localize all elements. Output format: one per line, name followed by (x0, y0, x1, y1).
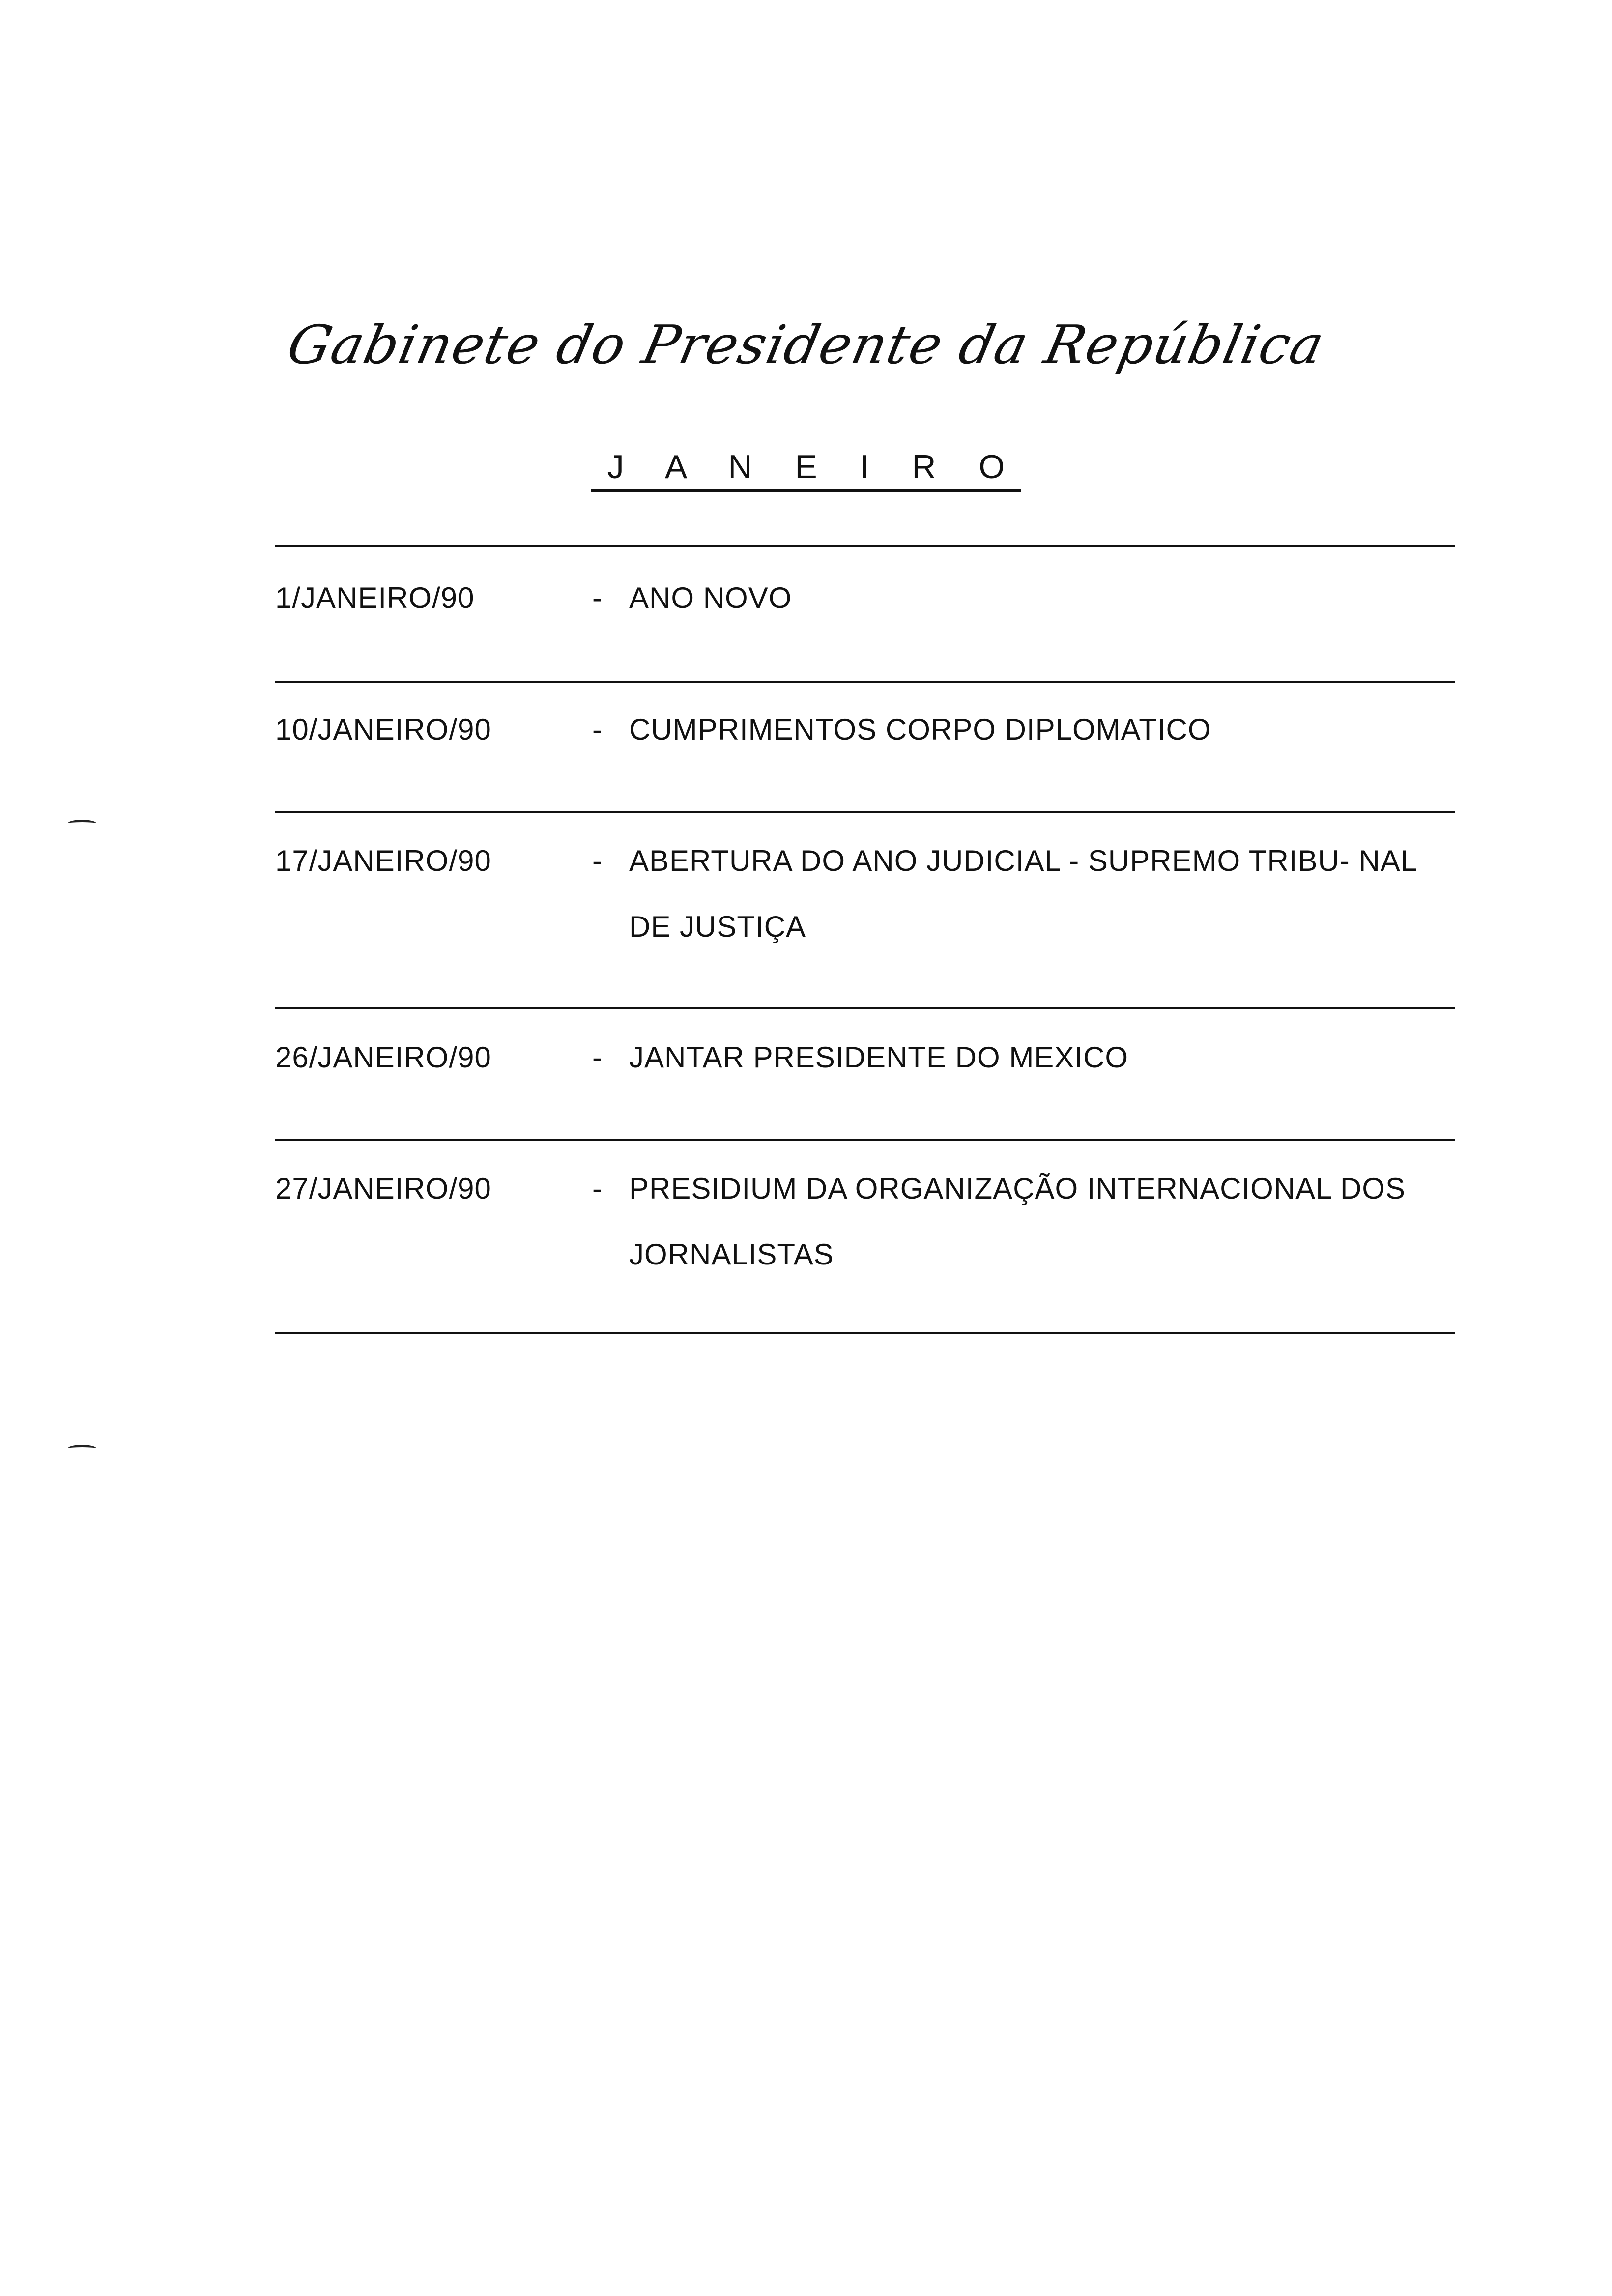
month-title (0, 447, 1612, 492)
month-title-text: J A N E I R O (591, 447, 1022, 492)
entry-description: ANO NOVO (629, 581, 792, 614)
divider-rule (275, 545, 1455, 547)
entry-date: 10/JANEIRO/90 (275, 713, 491, 746)
entry-dash: - (592, 581, 603, 614)
entry-date: 27/JANEIRO/90 (275, 1172, 491, 1205)
letterhead-title: Gabinete do Presidente da República (282, 315, 1330, 376)
divider-rule (275, 1007, 1455, 1009)
entry-dash: - (592, 1172, 603, 1205)
entry-description: PRESIDIUM DA ORGANIZAÇÃO INTERNACIONAL DOS JORNALISTAS (629, 1172, 1406, 1271)
punch-hole-mark (68, 1445, 96, 1452)
entry-dash: - (592, 1041, 603, 1074)
entry-description: ABERTURA DO ANO JUDICIAL - SUPREMO TRIBU- NAL DE JUSTIÇA (629, 844, 1416, 943)
punch-hole-mark (68, 820, 96, 827)
entry-description: JANTAR PRESIDENTE DO MEXICO (629, 1041, 1129, 1074)
entry-date: 1/JANEIRO/90 (275, 581, 475, 614)
entry-dash: - (592, 713, 603, 746)
divider-rule (275, 1332, 1455, 1334)
entry-date: 26/JANEIRO/90 (275, 1041, 491, 1074)
entry-date: 17/JANEIRO/90 (275, 844, 491, 877)
entry-dash: - (592, 844, 603, 877)
entry-description: CUMPRIMENTOS CORPO DIPLOMATICO (629, 713, 1211, 746)
divider-rule (275, 811, 1455, 813)
divider-rule (275, 681, 1455, 683)
divider-rule (275, 1139, 1455, 1141)
